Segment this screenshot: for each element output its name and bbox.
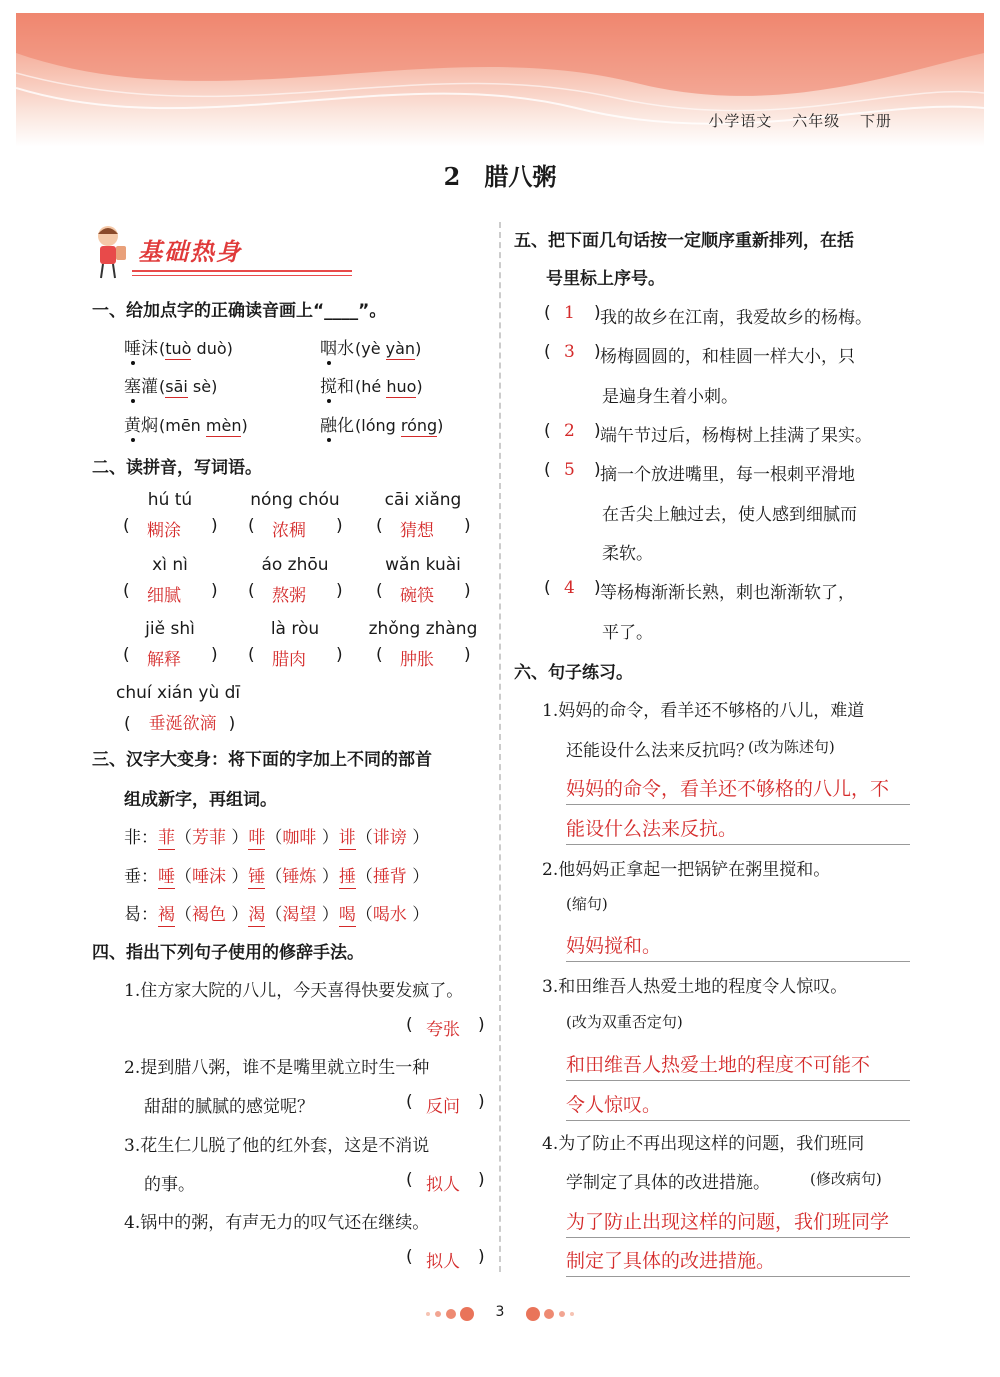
book-info [694, 110, 892, 131]
pronunciation-options: (lóng róng) [355, 416, 444, 435]
answer: 夸张 [426, 1020, 460, 1040]
dotted-char: 塞 [124, 377, 141, 397]
answer-line-2: 制定了具体的改进措施。 [566, 1246, 910, 1277]
pinyin: wǎn kuài [385, 555, 461, 575]
answer-word: 肿胀 [400, 650, 434, 670]
correct-pronunciation: tuò [165, 339, 192, 358]
sentence-line: 等杨梅渐渐长熟，刺也渐渐软了， [600, 583, 855, 603]
close-paren: ） [406, 828, 430, 848]
pronunciation-options: (tuò duò) [159, 339, 233, 358]
close-paren: ) [478, 1015, 485, 1035]
new-word: 咖啡 [282, 828, 317, 848]
q3-title-line1: 三、汉字大变身：将下面的字加上不同的部首 [92, 750, 432, 770]
q5-title-line1: 五、把下面几句话按一定顺序重新排列，在括 [514, 231, 854, 251]
requirement: (缩句) [566, 895, 608, 913]
word-box [124, 709, 235, 734]
pronunciation-options: (mēn mèn) [159, 416, 248, 435]
word-char: 水 [337, 339, 354, 359]
pronunciation-options: (hé huo) [355, 377, 423, 396]
close-paren: ) [211, 581, 218, 601]
new-word: 诽谤 [372, 828, 407, 848]
sentence-cont: 的事。 [144, 1175, 195, 1195]
lesson-title [0, 157, 1000, 192]
new-char: 捶 [338, 867, 356, 887]
answer-word: 熬粥 [272, 586, 306, 606]
open-paren: （ [265, 828, 283, 848]
open-paren: （ [265, 905, 283, 925]
sentence: 2.提到腊八粥，谁不是嘴里就立时生一种 [124, 1058, 430, 1078]
correct-pronunciation: mèn [205, 416, 242, 435]
answer: 拟人 [426, 1175, 460, 1195]
volume-label: 下册 [859, 112, 892, 130]
open-paren: ( [406, 1170, 413, 1190]
correct-pronunciation: róng [400, 416, 438, 435]
new-char: 喝 [338, 905, 356, 925]
close-paren: ) [594, 421, 601, 441]
answer-word: 解释 [147, 650, 181, 670]
new-char: 褐 [158, 905, 175, 925]
q3-title-line2: 组成新字，再组词。 [124, 790, 277, 810]
q1-item [124, 411, 248, 436]
answer-word: 猜想 [400, 521, 434, 541]
subject-label: 小学语文 [708, 112, 773, 130]
open-paren: （ [355, 867, 373, 887]
close-paren: ） [406, 867, 430, 887]
pinyin: áo zhōu [261, 555, 329, 575]
sentence: 4.锅中的粥，有声无力的叹气还在继续。 [124, 1213, 430, 1233]
sentence: 1.妈妈的命令，看羊还不够格的八儿，难道 [542, 701, 865, 721]
base-char: 非： [124, 828, 158, 848]
base-char: 曷： [124, 905, 158, 925]
open-paren: ( [123, 581, 130, 601]
close-paren: ) [478, 1092, 485, 1112]
open-paren: ( [406, 1247, 413, 1267]
answer-word: 浓稠 [272, 521, 306, 541]
sentence-cont: 学制定了具体的改进措施。 [566, 1173, 770, 1193]
close-paren: ) [211, 645, 218, 665]
open-paren: ( [544, 303, 551, 323]
q1-item [320, 372, 423, 397]
pronunciation-options: (yè yàn) [355, 339, 422, 358]
header-banner [16, 13, 984, 147]
open-paren: ( [248, 645, 255, 665]
q1-item [320, 411, 443, 436]
open-paren: ( [544, 460, 551, 480]
close-paren: ) [464, 645, 471, 665]
close-paren: ） [316, 828, 339, 848]
grade-label: 六年级 [792, 112, 841, 130]
open-paren: ( [124, 714, 131, 734]
new-char: 渴 [248, 905, 266, 925]
requirement: (修改病句) [810, 1170, 882, 1188]
correct-pronunciation: huo [386, 377, 417, 396]
pinyin: cāi xiǎng [384, 490, 462, 510]
open-paren: ( [376, 581, 383, 601]
answer-word: 垂涎欲滴 [148, 714, 217, 734]
open-paren: （ [265, 867, 283, 887]
answer-word: 腊肉 [272, 650, 306, 670]
close-paren: ) [336, 645, 343, 665]
q2-title: 二、读拼音，写词语。 [92, 458, 262, 478]
badge-label: 基础热身 [138, 238, 242, 266]
q6-title: 六、句子练习。 [514, 663, 633, 683]
close-paren: ） [316, 867, 339, 887]
sentence-line: 杨梅圆圆的，和桂圆一样大小，只 [600, 347, 855, 367]
answer-word: 糊涂 [147, 521, 181, 541]
open-paren: ( [406, 1015, 413, 1035]
lesson-name: 腊八粥 [484, 162, 557, 191]
new-word: 捶背 [372, 867, 407, 887]
q5-title-line2: 号里标上序号。 [546, 269, 665, 289]
pinyin: xì nì [152, 555, 188, 575]
open-paren: ( [248, 516, 255, 536]
close-paren: ) [594, 578, 601, 598]
badge-underline [132, 270, 352, 272]
correct-pronunciation: sāi [165, 377, 188, 396]
new-char: 锤 [248, 867, 266, 887]
radical-row [124, 900, 429, 925]
close-paren: ） [226, 828, 249, 848]
answer-line-1: 为了防止出现这样的问题，我们班同学 [566, 1207, 910, 1238]
open-paren: ( [123, 645, 130, 665]
page-footer [420, 1300, 580, 1330]
badge-underline-thin [132, 275, 352, 276]
word-char: 沫 [141, 339, 158, 359]
new-char: 诽 [338, 828, 356, 848]
sentence: 4.为了防止不再出现这样的问题，我们班同 [542, 1134, 865, 1154]
new-word: 渴望 [282, 905, 317, 925]
sentence: 3.花生仁儿脱了他的红外套，这是不消说 [124, 1136, 430, 1156]
open-paren: （ [175, 905, 192, 925]
dotted-char: 融 [320, 416, 337, 436]
q4-title: 四、指出下列句子使用的修辞手法。 [92, 943, 364, 963]
requirement: (改为陈述句) [748, 738, 835, 756]
sentence-line: 柔软。 [602, 544, 653, 564]
new-char: 菲 [158, 828, 175, 848]
open-paren: ( [544, 578, 551, 598]
close-paren: ） [406, 905, 430, 925]
close-paren: ) [211, 516, 218, 536]
new-word: 唾沫 [192, 867, 226, 887]
answer-word: 细腻 [147, 586, 181, 606]
sentence-cont: 甜甜的腻腻的感觉呢？ [144, 1097, 314, 1117]
answer: 反问 [426, 1097, 460, 1117]
sentence-line: 我的故乡在江南，我爱故乡的杨梅。 [600, 308, 872, 328]
close-paren: ） [226, 867, 249, 887]
open-paren: （ [355, 905, 373, 925]
order-number: 3 [564, 342, 575, 362]
q1-item [320, 334, 421, 359]
open-paren: ( [123, 516, 130, 536]
open-paren: （ [175, 828, 192, 848]
answer-word: 碗筷 [400, 586, 434, 606]
answer-line-2: 能设什么法来反抗。 [566, 814, 910, 845]
close-paren: ) [594, 342, 601, 362]
sentence: 3.和田维吾人热爱土地的程度令人惊叹。 [542, 977, 848, 997]
close-paren: ) [478, 1170, 485, 1190]
word-char: 灌 [141, 377, 158, 397]
open-paren: ( [376, 645, 383, 665]
close-paren: ) [478, 1247, 485, 1267]
new-word: 褐色 [192, 905, 226, 925]
q1-title: 一、给加点字的正确读音画上“____”。 [92, 301, 387, 321]
sentence-cont: 还能设什么法来反抗吗？ [566, 741, 753, 761]
lesson-number: 2 [443, 162, 461, 191]
sentence-line: 是遍身生着小刺。 [602, 386, 738, 407]
close-paren: ) [594, 303, 601, 323]
dotted-char: 黄 [124, 416, 141, 436]
page-number: 3 [495, 1304, 505, 1320]
close-paren: ） [226, 905, 249, 925]
order-number: 5 [564, 460, 575, 480]
sentence-line: 摘一个放进嘴里，每一根刺平滑地 [600, 465, 855, 485]
word-char: 焖 [141, 416, 158, 436]
answer-line-2: 令人惊叹。 [566, 1090, 910, 1121]
pinyin: chuí xián yù dī [116, 683, 241, 703]
sentence-line: 在舌尖上触过去，使人感到细腻而 [602, 504, 857, 525]
word-char: 和 [337, 377, 354, 397]
answer-line-1: 妈妈的命令，看羊还不够格的八儿，不 [566, 774, 910, 805]
pinyin: nóng chóu [250, 490, 340, 510]
close-paren: ) [594, 460, 601, 480]
open-paren: （ [175, 867, 192, 887]
answer-line-1: 和田维吾人热爱土地的程度不可能不 [566, 1050, 910, 1081]
radical-row [124, 862, 429, 887]
pinyin: là ròu [270, 619, 320, 639]
open-paren: ( [544, 342, 551, 362]
sentence-line: 平了。 [602, 622, 653, 643]
sentence: 1.住方家大院的八儿，今天喜得快要发疯了。 [124, 981, 464, 1001]
column-divider [499, 222, 501, 1272]
order-number: 4 [564, 578, 575, 598]
open-paren: ( [248, 581, 255, 601]
requirement: (改为双重否定句) [566, 1013, 683, 1031]
open-paren: （ [355, 828, 373, 848]
close-paren: ) [464, 516, 471, 536]
sentence-line: 端午节过后，杨梅树上挂满了果实。 [600, 426, 872, 446]
dotted-char: 咽 [320, 339, 337, 359]
new-word: 喝水 [372, 905, 407, 925]
pinyin: zhǒng zhàng [368, 619, 478, 639]
dotted-char: 搅 [320, 377, 337, 397]
close-paren: ） [316, 905, 339, 925]
dotted-char: 唾 [124, 339, 141, 359]
pinyin: jiě shì [145, 619, 195, 639]
close-paren: ) [228, 714, 236, 734]
q1-item [124, 334, 233, 359]
close-paren: ) [336, 516, 343, 536]
new-char: 啡 [248, 828, 266, 848]
radical-row [124, 823, 429, 848]
answer-line-1: 妈妈搅和。 [566, 931, 910, 962]
new-char: 唾 [158, 867, 175, 887]
answer: 拟人 [426, 1252, 460, 1272]
sentence: 2.他妈妈正拿起一把锅铲在粥里搅和。 [542, 860, 831, 880]
pinyin: hú tú [147, 490, 193, 510]
q1-item [124, 372, 217, 397]
pronunciation-options: (sāi sè) [159, 377, 218, 396]
open-paren: ( [376, 516, 383, 536]
new-word: 芳菲 [192, 828, 226, 848]
word-char: 化 [337, 416, 354, 436]
close-paren: ) [336, 581, 343, 601]
girl-icon [88, 222, 132, 280]
order-number: 1 [564, 303, 575, 323]
section-badge [88, 222, 268, 280]
new-word: 锤炼 [282, 867, 317, 887]
open-paren: ( [406, 1092, 413, 1112]
close-paren: ) [464, 581, 471, 601]
base-char: 垂： [124, 867, 158, 887]
order-number: 2 [564, 421, 575, 441]
correct-pronunciation: yàn [385, 339, 416, 358]
open-paren: ( [544, 421, 551, 441]
